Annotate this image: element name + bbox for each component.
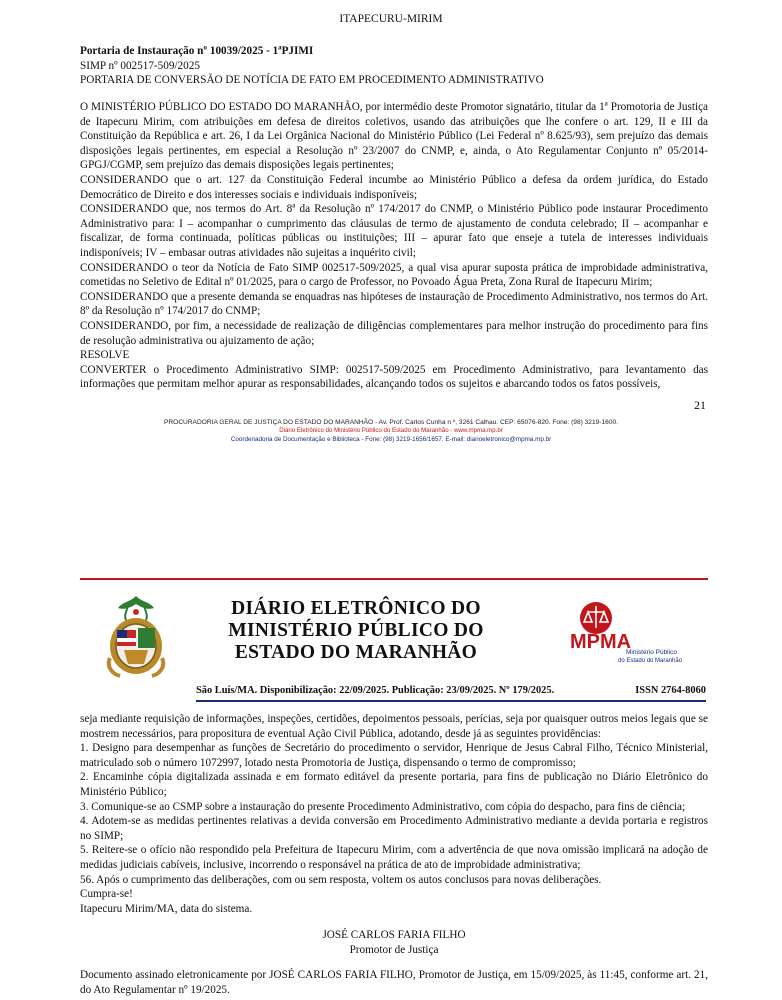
masthead-bottom-rule: [196, 700, 706, 702]
diario-masthead: [80, 588, 708, 680]
list-item: 4. Adotem-se as medidas pertinentes relativas a devida conversão em Procedimento Administrativo mediante a devida portaria e registros no SIMP;: [80, 815, 708, 842]
mpma-logo-sub1: Ministério Público: [626, 649, 677, 656]
place-date: Itapecuru Mirim/MA, data do sistema.: [80, 902, 253, 915]
electronic-signature-note: [80, 968, 708, 997]
list-item: 5. Reitere-se o ofício não respondido pela Prefeitura de Itapecuru Mirim, com a advertência de que nova omissão implicará na adoção de medidas judiciais cabíveis, inclusive, incorrendo o responsável na prática de ato de improbidade administrativa;: [80, 844, 708, 871]
portaria-header: [80, 44, 708, 88]
paragraph: seja mediante requisição de informações, inspeções, certidões, depoimentos pessoais, perícias, seja por quaisquer outros meios legais que se mostrem necessários, para propositura de eventual Ação Civil Pública, adotando, desde já as seguintes providências:: [80, 713, 708, 740]
paragraph: CONSIDERANDO que a presente demanda se enquadras nas hipóteses de instauração de Procedimento Administrativo, nos termos do Art. 8º da Resolução nº 174/2017 do CNMP;: [80, 290, 708, 318]
body-top: [80, 100, 708, 392]
list-item: 2. Encaminhe cópia digitalizada assinada e em formato editável da presente portaria, para fins de publicação no Diário Eletrônico do Ministério Público;: [80, 771, 708, 798]
masthead-title-line: ESTADO DO MARANHÃO: [234, 642, 478, 663]
footer-address: PROCURADORIA GERAL DE JUSTIÇA DO ESTADO DO MARANHÃO - Av. Prof. Carlos Cunha n º, 3261 Calhau. CEP: 65076-820. Fone: (98) 3219-1600.: [163, 419, 618, 426]
paragraph: CONSIDERANDO, por fim, a necessidade de realização de diligências complementares para melhor instrução do procedimento para fins de resolução administrativa ou ajuizamento de ação;: [80, 319, 708, 347]
list-item: 56. Após o cumprimento das deliberações, com ou sem resposta, voltem os autos conclusos para novas deliberações.: [80, 873, 602, 886]
closing-line: Cumpra-se!: [80, 888, 133, 901]
footer-contact: Coordenadoria de Documentação e Biblioteca - Fone: (98) 3219-1656/1657. E-mail: diarioeletronico@mpma.mp.br: [230, 436, 552, 443]
mpma-logo-text: MPMA: [570, 631, 632, 653]
signer-name: JOSÉ CARLOS FARIA FILHO: [322, 929, 466, 941]
paragraph: CONVERTER o Procedimento Administrativo SIMP: 002517-509/2025 em Procedimento Administrativo, para levantamento das informações que permitam melhor apurar as responsabilidades, alcançando todos os sujeitos e abarcando todos os fatos possíveis,: [80, 363, 708, 391]
masthead-divider: [80, 578, 708, 580]
signed-note: Documento assinado eletronicamente por JOSÉ CARLOS FARIA FILHO, Promotor de Justiça, em 15/09/2025, às 11:45, conforme art. 21, do Ato Regulamentar nº 19/2025.: [80, 969, 708, 996]
list-item: 1. Designo para desempenhar as funções de Secretário do procedimento o servidor, Henrique de Jesus Cabral Filho, Técnico Ministerial, matriculado sob o número 1072997, lotado nesta Promotoria de Justiça, dispensando o termo de compromisso;: [80, 742, 708, 769]
portaria-subtitle: PORTARIA DE CONVERSÃO DE NOTÍCIA DE FATO EM PROCEDIMENTO ADMINISTRATIVO: [80, 74, 544, 87]
paragraph: CONSIDERANDO que, nos termos do Art. 8ª da Resolução nº 174/2017 do CNMP, o Ministério Público pode instaurar Procedimento Administrativo para: I – acompanhar o cumprimento das cláusulas de termo de ajustamento de conduta celebrado; II – acompanhar e fiscalizar, de forma continuada, políticas públicas ou instituições; III – apurar fato que enseje a tutela de interesses individuais indisponíveis; IV – embasar outras atividades não sujeitas a inquérito civil;: [80, 203, 708, 259]
issn: ISSN 2764-8060: [635, 685, 706, 696]
running-header: ITAPECURU-MIRIM: [339, 13, 443, 25]
page-number: 21: [694, 398, 706, 412]
mpma-logo: [566, 600, 686, 670]
maranhao-coat-of-arms-icon: [100, 594, 172, 680]
mpma-logo-sub2: do Estado do Maranhão: [618, 658, 683, 664]
masthead-title-line: DIÁRIO ELETRÔNICO DO: [231, 598, 481, 619]
list-item: 3. Comunique-se ao CSMP sobre a instauração do presente Procedimento Administrativo, com cópia do despacho, para fins de ciência;: [80, 800, 686, 813]
body-bottom: [80, 712, 708, 916]
signer-role: Promotor de Justiça: [349, 943, 439, 956]
signature-block: [80, 928, 708, 957]
paragraph: O MINISTÉRIO PÚBLICO DO ESTADO DO MARANHÃO, por intermédio deste Promotor signatário, titular da 1ª Promotoria de Justiça de Itapecuru Mirim, com atribuições em defesa de direitos coletivos, usando das atribuições que lhe confere o art. 129, II e III da Constituição da República e art. 26, I da Lei Orgânica Nacional do Ministério Público (Lei Federal nº 8.625/93), sem prejuízo das demais disposições legais pertinentes, em especial a Resolução nº 23/2007 do CNMP, e, ainda, o Ato Regulamentar Conjunto nº 05/2014-GPGJ/CGMP, sem prejuízo das demais disposições legais pertinentes;: [80, 101, 708, 172]
masthead-title: [226, 598, 486, 664]
publication-info: São Luís/MA. Disponibilização: 22/09/2025. Publicação: 23/09/2025. Nº 179/2025.: [196, 685, 555, 696]
paragraph: RESOLVE: [80, 349, 130, 362]
simp-number: SIMP nº 002517-509/2025: [80, 59, 200, 72]
portaria-title: Portaria de Instauração nº 10039/2025 - 1ªPJIMI: [80, 45, 314, 57]
masthead-title-line: MINISTÉRIO PÚBLICO DO: [228, 620, 484, 641]
paragraph: CONSIDERANDO o teor da Notícia de Fato SIMP 002517-509/2025, a qual visa apurar suposta prática de improbidade administrativa, cometidas no Seletivo de Edital nº 01/2025, para o cargo de Professor, no Povoado Água Preta, Zona Rural de Itapecuru Mirim;: [80, 261, 708, 289]
page-footer: [0, 418, 782, 444]
paragraph: CONSIDERANDO que o art. 127 da Constituição Federal incumbe ao Ministério Público a defesa da ordem jurídica, do Estado Democrático de Direito e dos interesses sociais e individuais indisponíveis;: [80, 173, 708, 201]
footer-site: Diário Eletrônico do Ministério Público do Estado do Maranhão - www.mpma.mp.br: [279, 427, 503, 434]
